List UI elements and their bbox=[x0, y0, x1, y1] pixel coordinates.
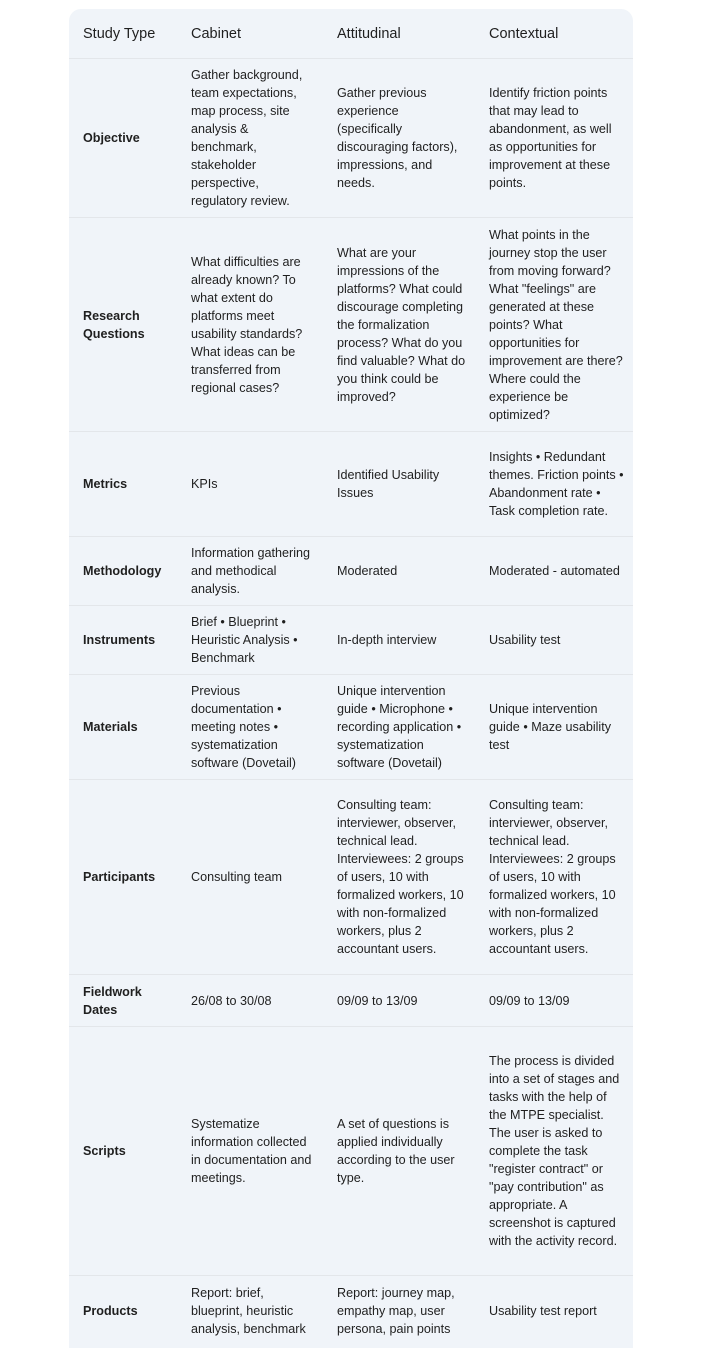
table-row-materials bbox=[69, 675, 633, 780]
row-label: Scripts bbox=[83, 1144, 126, 1158]
table-row-products bbox=[69, 1276, 633, 1346]
cell-text: 26/08 to 30/08 bbox=[191, 993, 272, 1008]
cell-text: Usability test bbox=[489, 633, 561, 647]
row-label: Metrics bbox=[83, 477, 128, 491]
cell-contextual bbox=[475, 537, 633, 606]
cell-text: Report: journey map, empathy map, user persona, pain points bbox=[337, 1285, 455, 1336]
cell-text: Report: brief, blueprint, heuristic analysis, benchmark bbox=[191, 1285, 306, 1336]
table-row-participants bbox=[69, 780, 633, 975]
cell-attitudinal bbox=[323, 1276, 475, 1346]
table-header-row bbox=[69, 9, 633, 59]
header-attitudinal: Attitudinal bbox=[337, 25, 401, 42]
cell-cabinet bbox=[177, 59, 323, 218]
table-row-metrics bbox=[69, 432, 633, 537]
table-row-fieldwork-dates bbox=[69, 975, 633, 1027]
table-row-research-questions bbox=[69, 218, 633, 432]
cell-cabinet bbox=[177, 218, 323, 432]
cell-contextual bbox=[475, 1027, 633, 1276]
cell-text: A set of questions is applied individually according to the user type. bbox=[337, 1117, 455, 1185]
cell-attitudinal bbox=[323, 675, 475, 780]
study-comparison-table bbox=[69, 9, 633, 1346]
cell-text: Previous documentation • meeting notes • systematization software (Dovetail) bbox=[191, 684, 296, 770]
cell-text: KPIs bbox=[191, 477, 218, 491]
cell-text: Brief • Blueprint • Heuristic Analysis • Benchmark bbox=[191, 615, 298, 665]
cell-contextual bbox=[475, 975, 633, 1027]
cell-text: Consulting team bbox=[191, 870, 283, 884]
cell-text: 09/09 to 13/09 bbox=[489, 993, 570, 1008]
cell-attitudinal bbox=[323, 218, 475, 432]
cell-cabinet bbox=[177, 1027, 323, 1276]
cell-text: What are your impressions of the platforms? What could discourage completing the formalization process? What do you find valuable? What do you think could be improved? bbox=[337, 245, 466, 404]
cell-contextual bbox=[475, 1276, 633, 1346]
cell-text: In-depth interview bbox=[337, 633, 437, 647]
cell-contextual bbox=[475, 218, 633, 432]
cell-attitudinal bbox=[323, 59, 475, 218]
table-row-instruments bbox=[69, 606, 633, 675]
cell-text: Usability test report bbox=[489, 1303, 597, 1318]
cell-attitudinal bbox=[323, 606, 475, 675]
cell-attitudinal bbox=[323, 432, 475, 537]
cell-cabinet bbox=[177, 606, 323, 675]
header-contextual: Contextual bbox=[489, 25, 559, 42]
cell-cabinet bbox=[177, 675, 323, 780]
row-label: Instruments bbox=[83, 633, 156, 647]
row-label: Products bbox=[83, 1303, 138, 1318]
cell-attitudinal bbox=[323, 780, 475, 975]
row-label: Methodology bbox=[83, 564, 162, 578]
row-label: Research Questions bbox=[83, 308, 145, 341]
cell-attitudinal bbox=[323, 537, 475, 606]
cell-text: Moderated bbox=[337, 564, 398, 578]
cell-text: Information gathering and methodical analysis. bbox=[191, 546, 311, 596]
cell-cabinet bbox=[177, 1276, 323, 1346]
cell-cabinet bbox=[177, 975, 323, 1027]
cell-attitudinal bbox=[323, 1027, 475, 1276]
header-cabinet: Cabinet bbox=[191, 25, 241, 42]
table-row-scripts bbox=[69, 1027, 633, 1276]
cell-text: Unique intervention guide • Maze usability test bbox=[489, 702, 612, 752]
cell-text: Consulting team: interviewer, observer, technical lead. Interviewees: 2 groups of users, 10 with formalized workers, 10 with non-formalized workers, plus 2 accountant users. bbox=[489, 798, 616, 956]
cell-text: What points in the journey stop the user from moving forward? What "feelings" are generated at these points? What opportunities for improvement are there? Where could the experience be optimized? bbox=[489, 227, 623, 422]
table-row-objective bbox=[69, 59, 633, 218]
table-row-methodology bbox=[69, 537, 633, 606]
cell-text: Moderated - automated bbox=[489, 564, 620, 578]
row-label: Participants bbox=[83, 870, 156, 884]
cell-text: Gather background, team expectations, map process, site analysis & benchmark, stakeholder perspective, regulatory review. bbox=[191, 68, 303, 208]
cell-text: What difficulties are already known? To what extent do platforms meet usability standards? What ideas can be transferred from regional cases? bbox=[191, 254, 303, 395]
comparison-table-card bbox=[69, 9, 633, 1348]
cell-contextual bbox=[475, 606, 633, 675]
row-label: Fieldwork Dates bbox=[83, 984, 142, 1017]
cell-contextual bbox=[475, 59, 633, 218]
cell-contextual bbox=[475, 432, 633, 537]
cell-text: Consulting team: interviewer, observer, technical lead. Interviewees: 2 groups of users, 10 with formalized workers, 10 with non-formalized workers, plus 2 accountant users. bbox=[337, 798, 464, 956]
row-label: Objective bbox=[83, 131, 140, 145]
cell-cabinet bbox=[177, 780, 323, 975]
cell-text: Gather previous experience (specifically discouraging factors), impressions, and needs. bbox=[337, 86, 458, 190]
cell-text: Unique intervention guide • Microphone • recording application • systematization software (Dovetail) bbox=[337, 684, 462, 770]
cell-text: Identified Usability Issues bbox=[337, 468, 440, 500]
cell-text: 09/09 to 13/09 bbox=[337, 993, 418, 1008]
header-study-type: Study Type bbox=[83, 25, 156, 42]
row-label: Materials bbox=[83, 720, 138, 734]
cell-contextual bbox=[475, 675, 633, 780]
cell-text: The process is divided into a set of stages and tasks with the help of the MTPE specialist. The user is asked to complete the task "register contract" or "pay contribution" as appropriate. A screenshot is captured with the activity record. bbox=[489, 1054, 620, 1248]
cell-cabinet bbox=[177, 432, 323, 537]
cell-attitudinal bbox=[323, 975, 475, 1027]
cell-text: Insights • Redundant themes. Friction points • Abandonment rate • Task completion rate. bbox=[489, 450, 624, 518]
cell-cabinet bbox=[177, 537, 323, 606]
cell-text: Systematize information collected in documentation and meetings. bbox=[191, 1117, 312, 1185]
cell-contextual bbox=[475, 780, 633, 975]
cell-text: Identify friction points that may lead to abandonment, as well as opportunities for improvement at these points. bbox=[489, 86, 612, 190]
